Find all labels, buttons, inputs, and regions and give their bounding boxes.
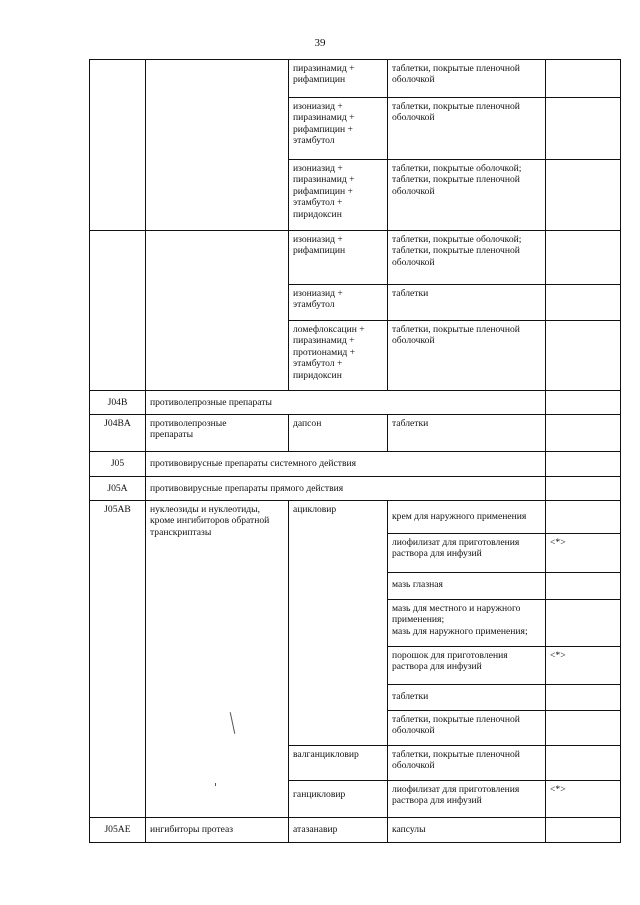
form-cell: мазь для местного и наружного применения; мазь для наружного применения; [388, 600, 546, 647]
form-cell: мазь глазная [388, 573, 546, 600]
form-cell: таблетки [388, 685, 546, 711]
group-cell: противовирусные препараты прямого действия [146, 477, 546, 501]
form-cell: таблетки, покрытые пленочной оболочкой [388, 321, 546, 391]
note-cell [546, 711, 621, 746]
form-cell: таблетки [388, 415, 546, 452]
code-cell [90, 231, 146, 391]
drug-cell: валганцикловир [289, 746, 388, 781]
code-cell: J04BA [90, 415, 146, 452]
page-number: 39 [314, 37, 326, 49]
drug-cell: ганцикловир [289, 781, 388, 818]
note-cell [546, 231, 621, 285]
note-cell: <*> [546, 534, 621, 573]
form-cell: таблетки, покрытые оболочкой; таблетки, покрытые пленочной оболочкой [388, 160, 546, 231]
drug-cell: ломефлоксацин + пиразинамид + протионамид + этамбутол + пиридоксин [289, 321, 388, 391]
note-cell [546, 685, 621, 711]
drug-cell: изониазид + пиразинамид + рифампицин + этамбутол + пиридоксин [289, 160, 388, 231]
note-cell [546, 160, 621, 231]
form-cell: таблетки, покрытые пленочной оболочкой [388, 746, 546, 781]
note-cell [546, 452, 621, 477]
group-cell: противолепрозные препараты [146, 415, 289, 452]
form-cell: лиофилизат для приготовления раствора для инфузий [388, 534, 546, 573]
note-cell [546, 818, 621, 843]
form-cell: таблетки, покрытые пленочной оболочкой [388, 98, 546, 160]
drug-cell: дапсон [289, 415, 388, 452]
note-cell [546, 746, 621, 781]
group-cell: противолепрозные препараты [146, 391, 546, 415]
drug-cell: пиразинамид + рифампицин [289, 60, 388, 98]
group-cell: ингибиторы протеаз [146, 818, 289, 843]
group-cell: противовирусные препараты системного действия [146, 452, 546, 477]
drug-cell: изониазид + рифампицин [289, 231, 388, 285]
form-cell: крем для наружного применения [388, 501, 546, 534]
drug-cell: изониазид + этамбутол [289, 285, 388, 321]
form-cell: капсулы [388, 818, 546, 843]
form-cell: таблетки, покрытые пленочной оболочкой [388, 60, 546, 98]
note-cell [546, 600, 621, 647]
form-cell: таблетки, покрытые пленочной оболочкой [388, 711, 546, 746]
group-cell [146, 231, 289, 391]
scan-mark [215, 783, 216, 786]
drug-table [89, 59, 621, 843]
code-cell [90, 60, 146, 231]
note-cell [546, 573, 621, 600]
code-cell: J05AB [90, 501, 146, 818]
note-cell [546, 98, 621, 160]
code-cell: J04B [90, 391, 146, 415]
note-cell: <*> [546, 647, 621, 685]
code-cell: J05 [90, 452, 146, 477]
note-cell [546, 60, 621, 98]
form-cell: таблетки, покрытые оболочкой; таблетки, покрытые пленочной оболочкой [388, 231, 546, 285]
note-cell [546, 321, 621, 391]
drug-cell: ацикловир [289, 501, 388, 746]
note-cell [546, 477, 621, 501]
note-cell [546, 501, 621, 534]
code-cell: J05A [90, 477, 146, 501]
form-cell: таблетки [388, 285, 546, 321]
note-cell [546, 415, 621, 452]
drug-cell: изониазид + пиразинамид + рифампицин + этамбутол [289, 98, 388, 160]
note-cell: <*> [546, 781, 621, 818]
form-cell: лиофилизат для приготовления раствора для инфузий [388, 781, 546, 818]
code-cell: J05AE [90, 818, 146, 843]
group-cell [146, 60, 289, 231]
group-cell: нуклеозиды и нуклеотиды, кроме ингибиторов обратной транскриптазы [146, 501, 289, 818]
drug-cell: атазанавир [289, 818, 388, 843]
note-cell [546, 391, 621, 415]
note-cell [546, 285, 621, 321]
form-cell: порошок для приготовления раствора для инфузий [388, 647, 546, 685]
